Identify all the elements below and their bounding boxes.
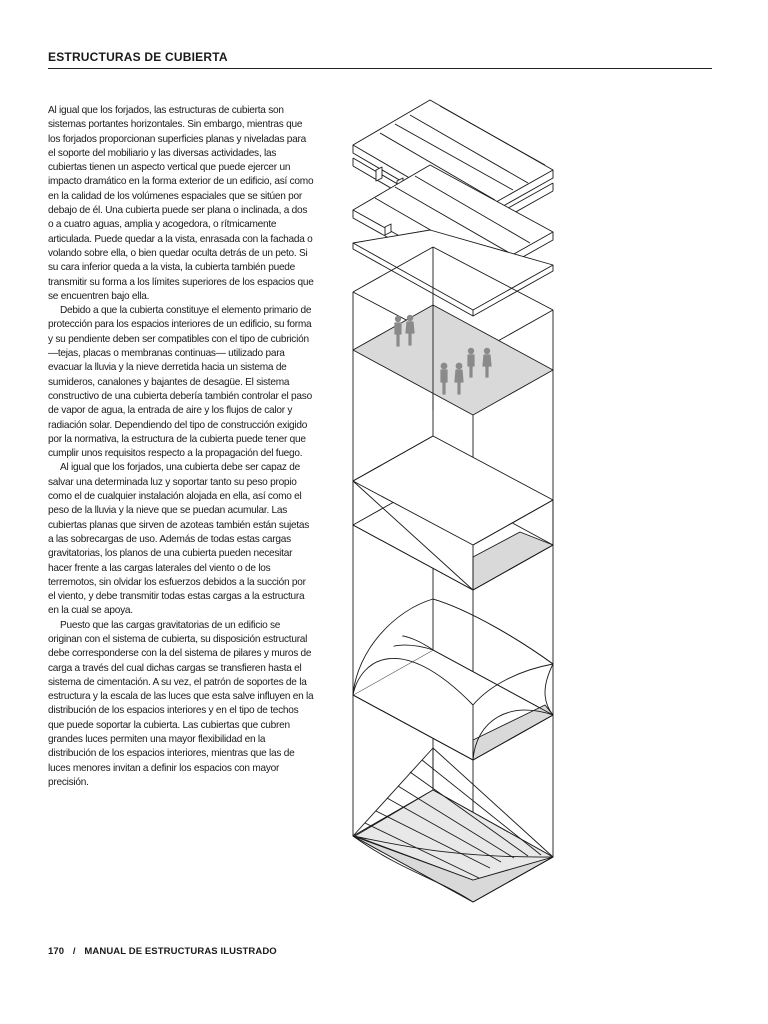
hypar-roof [353,748,553,902]
paragraph-1: Al igual que los forjados, las estructuras de cubierta son sistemas portantes horizontales. Sin embargo, mientras que los forjados proporcionan superficies planas y niveladas para el soporte del mobiliario y las diversas actividades, las cubiertas tienen un aspecto vertical que puede ejercer un impacto dramático en la forma exterior de un edificio, así como en la calidad de los volúmenes espaciales que se sitúen por debajo de él. Una cubierta puede ser plana o inclinada, a dos o a cuatro aguas, amplia y acogedora, o rítmicamente articulada. Puede quedar a la vista, enrasada con la fachada o volando sobre ella, o bien quedar oculta detrás de un peto. Si su cara inferior queda a la vista, la cubierta también puede transmitir su forma a los límites superiores de los espacios que se encuentren bajo ella. [48,105,314,302]
flat-floor-with-people [353,305,553,415]
book-title: MANUAL DE ESTRUCTURAS ILUSTRADO [84,946,277,957]
roof-structures-illustration [330,95,580,910]
header-rule [48,68,712,69]
page-header [48,50,712,69]
gable-roof [353,436,553,590]
paragraph-3: Al igual que los forjados, una cubierta debe ser capaz de salvar una determinada luz y soportar tanto su peso propio como el de cualquier instalación alojada en ella, así como el peso de la lluvia y la nieve que se puedan acumular. Las cubiertas planas que sirven de azoteas también están sujetas a las sobrecargas de uso. Además de todas estas cargas gravitatorias, los planos de una cubierta pueden necesitar hacer frente a las cargas laterales del viento o de los terremotos, sin olvidar los esfuerzos debidos a la succión por el viento, y debe transmitir todas estas cargas a la estructura en la cual se apoya. [48,462,310,617]
section-title: ESTRUCTURAS DE CUBIERTA [48,50,228,64]
paragraph-2: Debido a que la cubierta constituye el elemento primario de protección para los espacios interiores de un edificio, su forma y su pendiente deben ser compatibles con el tipo de cubrición —tejas, placas o membranas continuas— utilizado para evacuar la lluvia y la nieve derretida hacia un sistema de sumideros, canalones y bajantes de desagüe. El sistema constructivo de una cubierta debería también controlar el paso de vapor de agua, la entrada de aire y los flujos de calor y radiación solar. Dependiendo del tipo de construcción exigido por la normativa, la estructura de la cubierta puede tener que cumplir unos requisitos respecto a la propagación del fuego. [48,305,312,460]
barrel-vault-roof [353,599,553,760]
roof-layers-assembly [353,100,553,316]
page-footer [48,946,277,957]
footer-separator: / [72,946,76,957]
page-number: 170 [48,946,65,957]
body-text [48,104,314,790]
paragraph-4: Puesto que las cargas gravitatorias de un edificio se originan con el sistema de cubierta, su disposición estructural debe corresponderse con la del sistema de pilares y muros de carga a través del cual dichas cargas se transfieren hasta el sistema de cimentación. A su vez, el patrón de soportes de la estructura y la escala de las luces que esta salve influyen en la distribución de los espacios interiores y en el tipo de techos que puede soportar la cubierta. Las cubiertas que cubren grandes luces permiten una mayor flexibilidad en la distribución de los espacios interiores, mientras que las de luces menores invitan a definir los espacios con mayor precisión. [48,619,314,788]
